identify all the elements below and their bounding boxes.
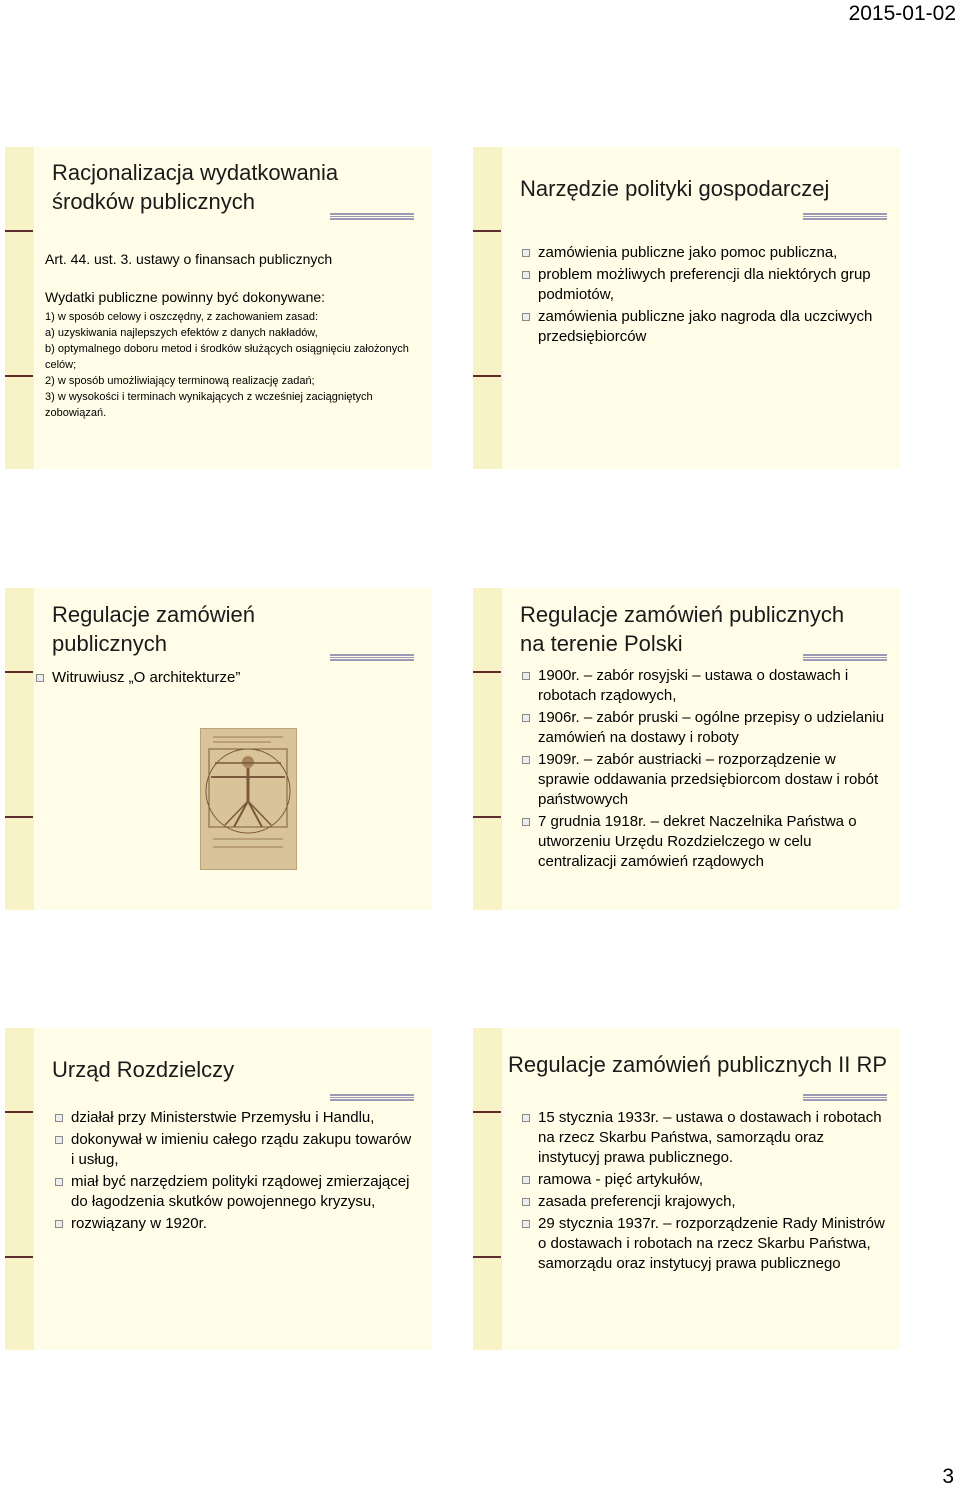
slide-body [520,243,886,349]
list-item: dokonywał w imieniu całego rządu zakupu towarów i usług, [53,1130,418,1170]
lead-text: Wydatki publiczne powinny być dokonywane: [45,289,326,305]
slide-title: Regulacje zamówień publicznych [52,602,255,656]
sidebar-tick [473,375,501,377]
sidebar-tick [5,1111,33,1113]
slide-1 [5,147,432,469]
slide-title: Racjonalizacja wydatkowania środków publicznych [52,160,339,214]
slide-title: Regulacje zamówień publicznych II RP [508,1052,888,1077]
slide-4 [473,588,900,910]
list-item: miał być narzędziem polityki rządowej zmierzającej do łagodzenia skutków powojennego kryzysu, [53,1172,418,1212]
body-line: b) optymalnego doboru metod i środków służących osiągnięciu założonych celów; [45,343,409,371]
body-line: 2) w sposób umożliwiający terminową realizację zadań; [45,375,315,387]
list-item: zasada preferencji krajowych, [520,1192,886,1212]
body-line: 3) w wysokości i terminach wynikających z wcześniej zaciągniętych zobowiązań. [45,391,373,419]
slide-sidebar [473,1028,502,1350]
sidebar-tick [5,375,33,377]
decor-stripes [330,213,414,220]
sidebar-tick [5,816,33,818]
list-item: ramowa - pięć artykułów, [520,1170,886,1190]
sidebar-tick [5,1256,33,1258]
slide-5 [5,1028,432,1350]
decor-stripes [803,213,887,220]
slide-sidebar [5,588,34,910]
slide-body [45,249,418,421]
slide-body [520,666,886,874]
list-item: Witruwiusz „O architekturze” [34,668,418,688]
list-item: problem możliwych preferencji dla niektórych grup podmiotów, [520,265,886,305]
vitruvian-man-icon [200,728,297,870]
sidebar-tick [473,1111,501,1113]
sidebar-tick [5,671,33,673]
body-line: 1) w sposób celowy i oszczędny, z zachowaniem zasad: [45,311,319,323]
slide-sidebar [5,1028,34,1350]
header-date: 2015-01-02 [848,2,956,25]
sidebar-tick [473,671,501,673]
list-item: 1900r. – zabór rosyjski – ustawa o dostawach i robotach rządowych, [520,666,886,706]
slide-2 [473,147,900,469]
sidebar-tick [473,230,501,232]
list-item: zamówienia publiczne jako nagroda dla uczciwych przedsiębiorców [520,307,886,347]
sidebar-tick [473,816,501,818]
slide-title: Narzędzie polityki gospodarczej [520,176,830,201]
slide-title: Regulacje zamówień publicznych na terenie Polski [520,602,845,656]
decor-stripes [330,1094,414,1101]
decor-stripes [803,1094,887,1101]
slide-sidebar [473,147,502,469]
list-item: 7 grudnia 1918r. – dekret Naczelnika Państwa o utworzeniu Urzędu Rozdzielczego w celu centralizacji zamówień rządowych [520,812,886,872]
slide-body [34,668,418,690]
list-item: 1906r. – zabór pruski – ogólne przepisy o udzielaniu zamówień na dostawy i roboty [520,708,886,748]
slide-3 [5,588,432,910]
list-item: zamówienia publiczne jako pomoc publiczna, [520,243,886,263]
decor-stripes [330,654,414,661]
sidebar-tick [473,1256,501,1258]
slide-title: Urząd Rozdzielczy [52,1057,235,1082]
slide-body [53,1108,418,1236]
slide-body [520,1108,886,1276]
body-line: a) uzyskiwania najlepszych efektów z danych nakładów, [45,327,318,339]
intro-text: Art. 44. ust. 3. ustawy o finansach publicznych [45,251,333,267]
list-item: 29 stycznia 1937r. – rozporządzenie Rady Ministrów o dostawach i robotach na rzecz Skarbu Państwa, samorządu oraz instytucyj prawa publicznego [520,1214,886,1274]
list-item: 1909r. – zabór austriacki – rozporządzenie w sprawie oddawania przedsiębiorcom dostaw i robót państwowych [520,750,886,810]
list-item: rozwiązany w 1920r. [53,1214,418,1234]
sidebar-tick [5,230,33,232]
slide-6 [473,1028,900,1350]
list-item: działał przy Ministerstwie Przemysłu i Handlu, [53,1108,418,1128]
page-number: 3 [942,1465,954,1488]
slide-sidebar [5,147,34,469]
list-item: 15 stycznia 1933r. – ustawa o dostawach i robotach na rzecz Skarbu Państwa, samorządu oraz instytucyj prawa publicznego. [520,1108,886,1168]
slide-sidebar [473,588,502,910]
